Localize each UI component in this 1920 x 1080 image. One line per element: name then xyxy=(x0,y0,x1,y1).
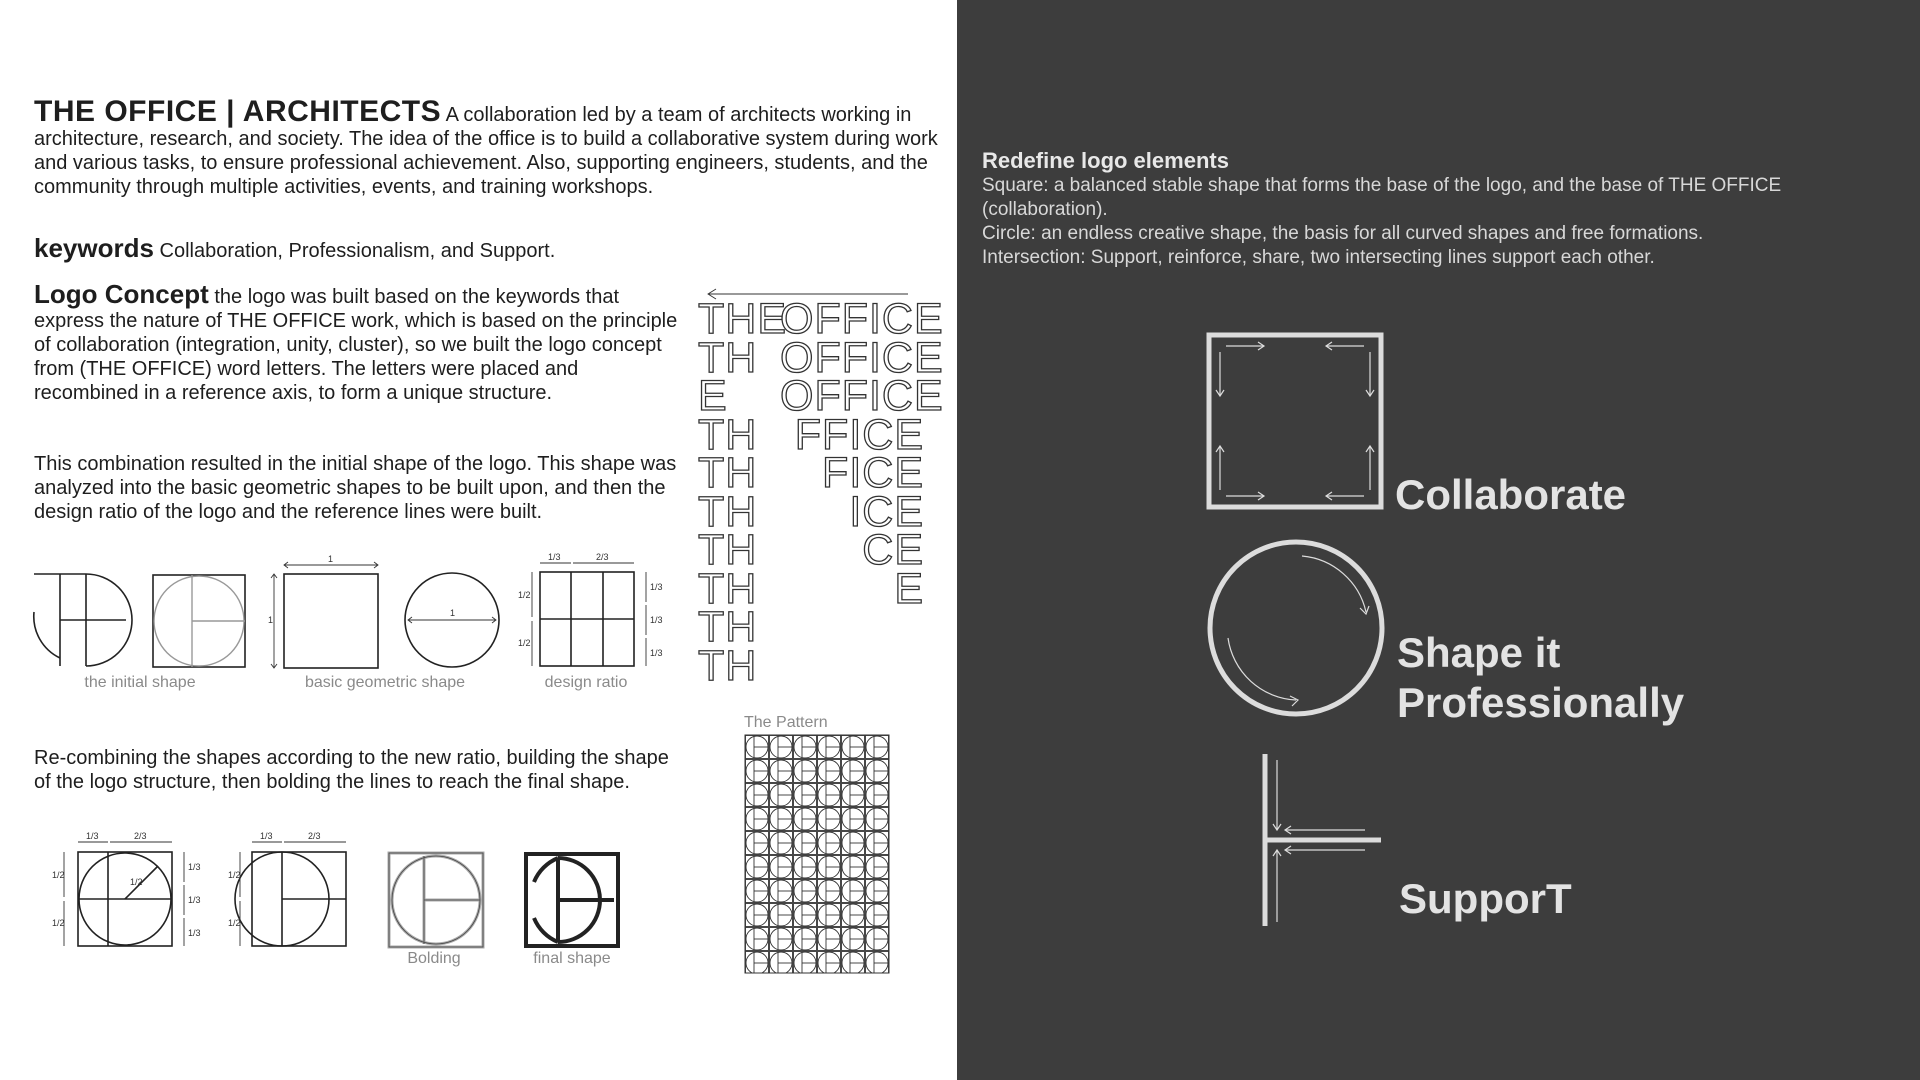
intro-title: THE OFFICE | ARCHITECTS xyxy=(34,95,442,128)
dim-label-recombine-third-right-2: 1/3 xyxy=(188,895,201,905)
dim-label-ratio-third-top: 1/3 xyxy=(548,552,561,562)
shape-label-line-2: Professionally xyxy=(1397,679,1685,726)
word-stack-right-line: ICE xyxy=(849,487,924,536)
intersection-element-icon xyxy=(1255,752,1385,928)
initial-shape-analysis-figure xyxy=(152,574,246,668)
word-stack-left-line: TH xyxy=(698,564,758,613)
dim-label-recombine-third-top: 1/3 xyxy=(86,831,99,841)
word-stack-right-line: OFFICE xyxy=(780,333,944,382)
concept-text: the logo was built based on the keywords that express the nature of THE OFFICE work, which is based on the principle of collaboration (integration, unity, cluster), so we built the logo concept from (THE OFFICE) word letters. The letters were placed and recombined in a reference axis, to form a unique structure. xyxy=(34,286,678,404)
concept-paragraph-2: This combination resulted in the initial shape of the logo. This shape was analyzed into the basic geometric shapes to be built upon, and then the design ratio of the logo and the reference lines were built. xyxy=(34,453,677,523)
dim-label-circle-diameter: 1 xyxy=(450,608,456,618)
dim-label-structure-two-thirds-top: 2/3 xyxy=(308,831,321,841)
dim-label-square-width: 1 xyxy=(328,554,334,564)
dim-label-recombine-half-bottom: 1/2 xyxy=(52,918,65,928)
word-stack-right-line: FICE xyxy=(822,449,924,497)
recombine-paragraph: Re-combining the shapes according to the new ratio, building the shape of the logo structure, then bolding the lines to reach the final shape. xyxy=(34,747,669,793)
dim-label-square-height: 1 xyxy=(268,615,274,625)
support-label: SupporT xyxy=(1399,875,1572,922)
dim-label-ratio-third-right-2: 1/3 xyxy=(650,615,663,625)
circle-element-icon xyxy=(1206,538,1386,718)
word-stack-left-line: TH xyxy=(698,526,758,574)
redefine-body xyxy=(982,174,1882,270)
dim-label-structure-half-top: 1/2 xyxy=(228,870,241,880)
redefine-circle-text: Circle: an endless creative shape, the basis for all curved shapes and free formations. xyxy=(982,223,1704,244)
initial-shape-figure xyxy=(34,572,134,668)
word-stack-right-line: OFFICE xyxy=(780,372,944,420)
design-ratio-figure xyxy=(518,552,668,670)
keywords-paragraph xyxy=(34,233,944,263)
collaborate-label: Collaborate xyxy=(1395,471,1627,518)
basic-square-figure xyxy=(268,555,380,670)
shape-label-line-1: Shape it xyxy=(1397,629,1561,676)
word-stack-right xyxy=(780,295,944,613)
dim-label-recombine-third-right-3: 1/3 xyxy=(188,928,201,938)
bolding-figure xyxy=(388,852,484,948)
concept-title: Logo Concept xyxy=(34,279,209,309)
word-stack-right-line: E xyxy=(894,564,924,613)
pattern-figure xyxy=(745,735,889,973)
final-shape-figure xyxy=(524,852,620,948)
redefine-intersection-text: Intersection: Support, reinforce, share, two intersecting lines support each other. xyxy=(982,247,1655,268)
dim-label-ratio-two-thirds-top: 2/3 xyxy=(596,552,609,562)
caption-bolding: Bolding xyxy=(407,950,461,967)
word-stack-left-line: TH xyxy=(698,487,758,536)
word-stack-right-line: CE xyxy=(862,526,924,574)
word-stack-left-line: TH xyxy=(698,410,758,459)
redefine-title: Redefine logo elements xyxy=(982,148,1229,173)
square-element-icon xyxy=(1206,332,1384,510)
word-stack-right-line: OFFICE xyxy=(780,295,944,343)
dim-label-recombine-third-right-1: 1/3 xyxy=(188,862,201,872)
dim-label-radius: 1/2 xyxy=(130,877,143,887)
keywords-text: Collaboration, Professionalism, and Support. xyxy=(159,240,556,262)
logo-structure-figure xyxy=(226,830,356,948)
dim-label-recombine-two-thirds-top: 2/3 xyxy=(134,831,147,841)
word-stack-left xyxy=(698,295,788,690)
dim-label-structure-third-top: 1/3 xyxy=(260,831,273,841)
word-stack-left-line: TH E xyxy=(698,333,758,420)
caption-design-ratio: design ratio xyxy=(544,674,628,691)
caption-basic-geometric-shape: basic geometric shape xyxy=(304,674,466,691)
concept-paragraph xyxy=(34,279,682,405)
redefine-square-text: Square: a balanced stable shape that forms the base of the logo, and the base of THE OFFICE (collaboration). xyxy=(982,175,1782,220)
intro-paragraph xyxy=(34,95,944,199)
basic-circle-figure xyxy=(404,572,500,668)
dim-label-recombine-half-top: 1/2 xyxy=(52,870,65,880)
caption-pattern: The Pattern xyxy=(744,714,828,731)
caption-initial-shape: the initial shape xyxy=(84,674,196,691)
recombined-ratio-figure xyxy=(50,830,200,948)
word-stack-right-line: FFICE xyxy=(794,410,924,459)
dim-label-ratio-third-right-1: 1/3 xyxy=(650,582,663,592)
caption-final-shape: final shape xyxy=(533,950,611,967)
dim-label-ratio-half-top: 1/2 xyxy=(518,590,531,600)
dim-label-structure-half-bottom: 1/2 xyxy=(228,918,241,928)
word-stack-left-line: TH xyxy=(698,641,758,690)
intro-text: A collaboration led by a team of architects working in architecture, research, and society. The idea of the office is to build a collaborative system during work and various tasks, to ensure professional achievement. Also, supporting engineers, students, and the community through multiple activities, events, and training workshops. xyxy=(34,104,938,198)
word-stack-left-line: THE xyxy=(698,295,787,343)
dim-label-ratio-third-right-3: 1/3 xyxy=(650,648,663,658)
shape-it-professionally-label xyxy=(1397,628,1684,728)
word-stack-left-line: TH xyxy=(698,449,758,497)
word-stack-left-line: TH xyxy=(698,603,758,651)
dim-label-ratio-half-bottom: 1/2 xyxy=(518,638,531,648)
keywords-title: keywords xyxy=(34,233,154,263)
